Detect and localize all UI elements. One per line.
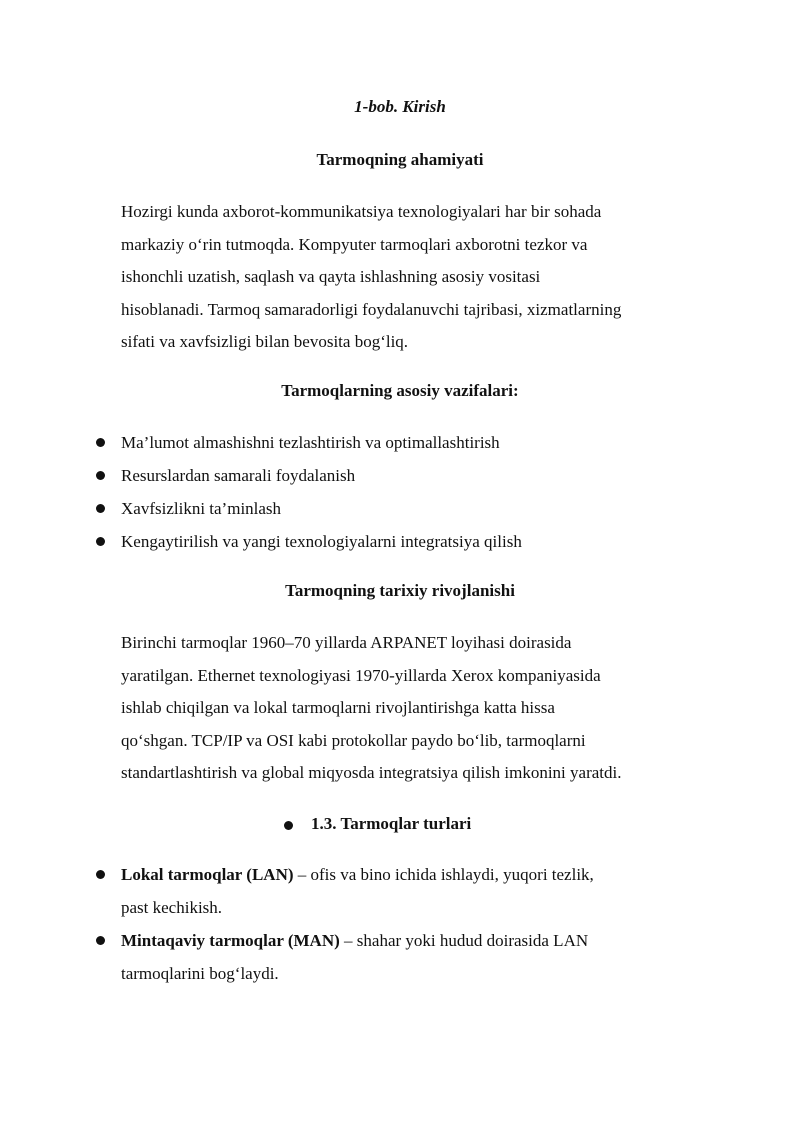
list-item-line [121,858,661,891]
bullet-icon [96,870,105,879]
bullet-icon [96,438,105,447]
list-item-text: Ma’lumot almashishni tezlashtirish va optimallashtirish [121,433,500,452]
list-item-body [121,858,661,924]
term-description: – ofis va bino ichida ishlaydi, yuqori tezlik, [293,865,594,884]
list-item [0,525,800,558]
paragraph-history [121,627,686,790]
paragraph-line: ishonchli uzatish, saqlash va qayta ishlashning asosiy vositasi [121,267,541,287]
paragraph-line: standartlashtirish va global miqyosda integratsiya qilish imkonini yaratdi. [121,763,622,783]
paragraph-importance [121,196,686,359]
functions-list [0,426,800,558]
paragraph-line: hisoblanadi. Tarmoq samaradorligi foydalanuvchi tajribasi, xizmatlarning [121,299,622,319]
list-item-text: Resurslardan samarali foydalanish [121,466,356,485]
list-item-text: Kengaytirilish va yangi texnologiyalarni integratsiya qilish [121,532,522,551]
paragraph-line: yaratilgan. Ethernet texnologiyasi 1970-yillarda Xerox kompaniyasida [121,665,601,685]
paragraph-line: Hozirgi kunda axborot-kommunikatsiya texnologiyalari har bir sohada [121,202,602,221]
list-item [0,492,800,525]
term-description: – shahar yoki hudud doirasida LAN [339,931,589,950]
paragraph-line: qo‘shgan. TCP/IP va OSI kabi protokollar paydo bo‘lib, tarmoqlarni [121,730,586,750]
bullet-icon [96,936,105,945]
paragraph-line: sifati va xavfsizligi bilan bevosita bog‘liq. [121,332,409,352]
list-item-line: tarmoqlarini bog‘laydi. [121,964,279,983]
section-heading-functions: Tarmoqlarning asosiy vazifalari: [281,381,519,400]
list-item-line [121,924,661,957]
section-heading-history: Tarmoqning tarixiy rivojlanishi [285,581,515,600]
paragraph-line: markaziy o‘rin tutmoqda. Kompyuter tarmoqlari axborotni tezkor va [121,234,588,254]
bullet-icon [284,821,293,830]
bullet-icon [96,504,105,513]
section-heading-importance: Tarmoqning ahamiyati [316,150,484,169]
list-item-body [121,924,661,990]
term-label: Lokal tarmoqlar (LAN) [121,865,294,884]
paragraph-line: Birinchi tarmoqlar 1960–70 yillarda ARPANET loyihasi doirasida [121,633,572,652]
list-item [0,426,800,459]
list-item-line: past kechikish. [121,898,223,917]
list-item [0,459,800,492]
paragraph-line: ishlab chiqilgan va lokal tarmoqlarni rivojlantirishga katta hissa [121,698,555,718]
section-heading-network-types [0,814,800,838]
section-heading-text: 1.3. Tarmoqlar turlari [311,814,472,833]
bullet-icon [96,471,105,480]
term-label: Mintaqaviy tarmoqlar (MAN) [121,931,340,950]
list-item-text: Xavfsizlikni ta’minlash [121,499,282,518]
chapter-title: 1-bob. Kirish [354,97,446,116]
bullet-icon [96,537,105,546]
